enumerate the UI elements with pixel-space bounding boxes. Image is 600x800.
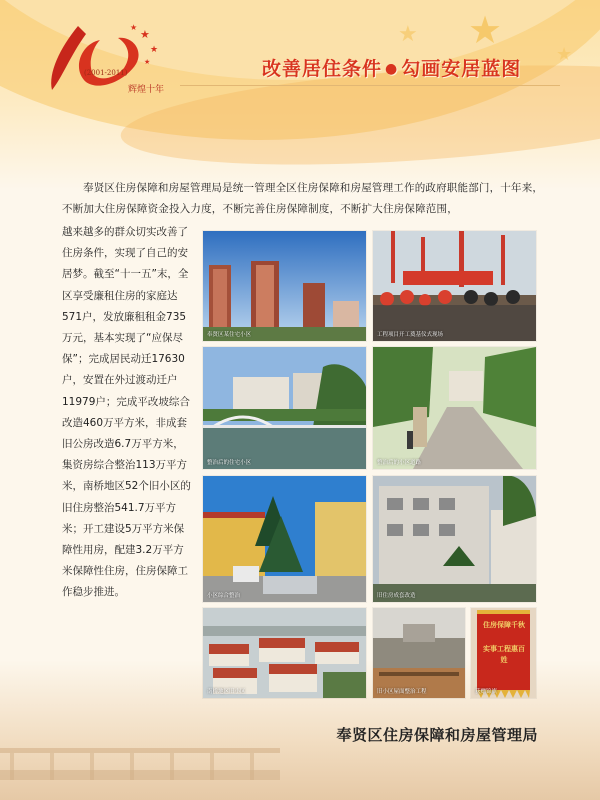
photo-riverside-housing: [203, 347, 366, 469]
photo-courtyard: [203, 476, 366, 602]
headline-part-1: 改善居住条件: [262, 58, 383, 80]
star-icon: ★: [398, 22, 418, 47]
star-icon: ★: [468, 8, 503, 52]
svg-text:★: ★: [144, 58, 151, 66]
photo-caption: 整治后的住宅小区: [207, 460, 252, 466]
intro-paragraph: 奉贤区住房保障和房屋管理局是统一管理全区住房保障和房屋管理工作的政府职能部门，十年来，不断加大住房保障资金投入力度，不断完善住房保障制度，不断扩大住房保障范围，: [62, 182, 544, 215]
page-headline: [262, 54, 521, 81]
logo-years: (2001-2011): [84, 69, 128, 77]
photo-caption: 小区综合整治: [207, 593, 241, 599]
photo-roof-work: [373, 608, 465, 698]
svg-text:★: ★: [140, 28, 150, 41]
photo-caption: 整治后的小区道路: [377, 460, 422, 466]
logo-caption: 辉煌十年: [128, 85, 165, 95]
banner-line-1: 住房保障千秋: [483, 621, 525, 629]
photo-honor-banner: [471, 608, 536, 698]
photo-high-rise: [203, 231, 366, 341]
photo-aerial-rooftops: [203, 608, 366, 698]
organization-name: 奉贤区住房保障和房屋管理局: [336, 726, 538, 744]
photo-caption: 获赠锦旗: [475, 689, 498, 695]
svg-text:★: ★: [130, 23, 138, 32]
header-divider: [180, 85, 560, 86]
headline-separator: ●: [385, 61, 399, 77]
photo-renovation: [373, 476, 536, 602]
photo-neighborhood-street: [373, 347, 536, 469]
photo-caption: 工程项目开工奠基仪式现场: [377, 332, 444, 338]
svg-text:★: ★: [150, 45, 159, 55]
photo-ceremony: [373, 231, 536, 341]
star-icon: ★: [556, 44, 573, 65]
photo-caption: 旧小区屋面整治工程: [377, 689, 427, 695]
photo-caption: 旧住房成套改造: [377, 593, 416, 599]
banner-line-2: 实事工程惠百姓: [483, 645, 525, 664]
bridge-silhouette-icon: [0, 720, 280, 780]
photo-caption: 南桥地区旧小区: [207, 689, 246, 695]
body-column-text: 越来越多的群众切实改善了住房条件，实现了自己的安居梦。截至“十一五”末，全区享受廉租住房的家庭达571户，发放廉租租金735万元，基本实现了“应保尽保”；完成居民动迁17630户，安置在外过渡动迁户11979户；完成平改坡综合改造460万平方米，非成套旧公房改造6.7万平方米，集资房综合整治113万平方米，南桥地区52个旧小区的旧住房整治541.7万平方米；开工建设5万平方米保障性用房，配建3.2万平方米保障性住房，住房保障工作稳步推进。: [62, 226, 191, 599]
photo-caption: 奉贤区某住宅小区: [207, 332, 252, 338]
headline-part-2: 勾画安居蓝图: [401, 58, 522, 80]
